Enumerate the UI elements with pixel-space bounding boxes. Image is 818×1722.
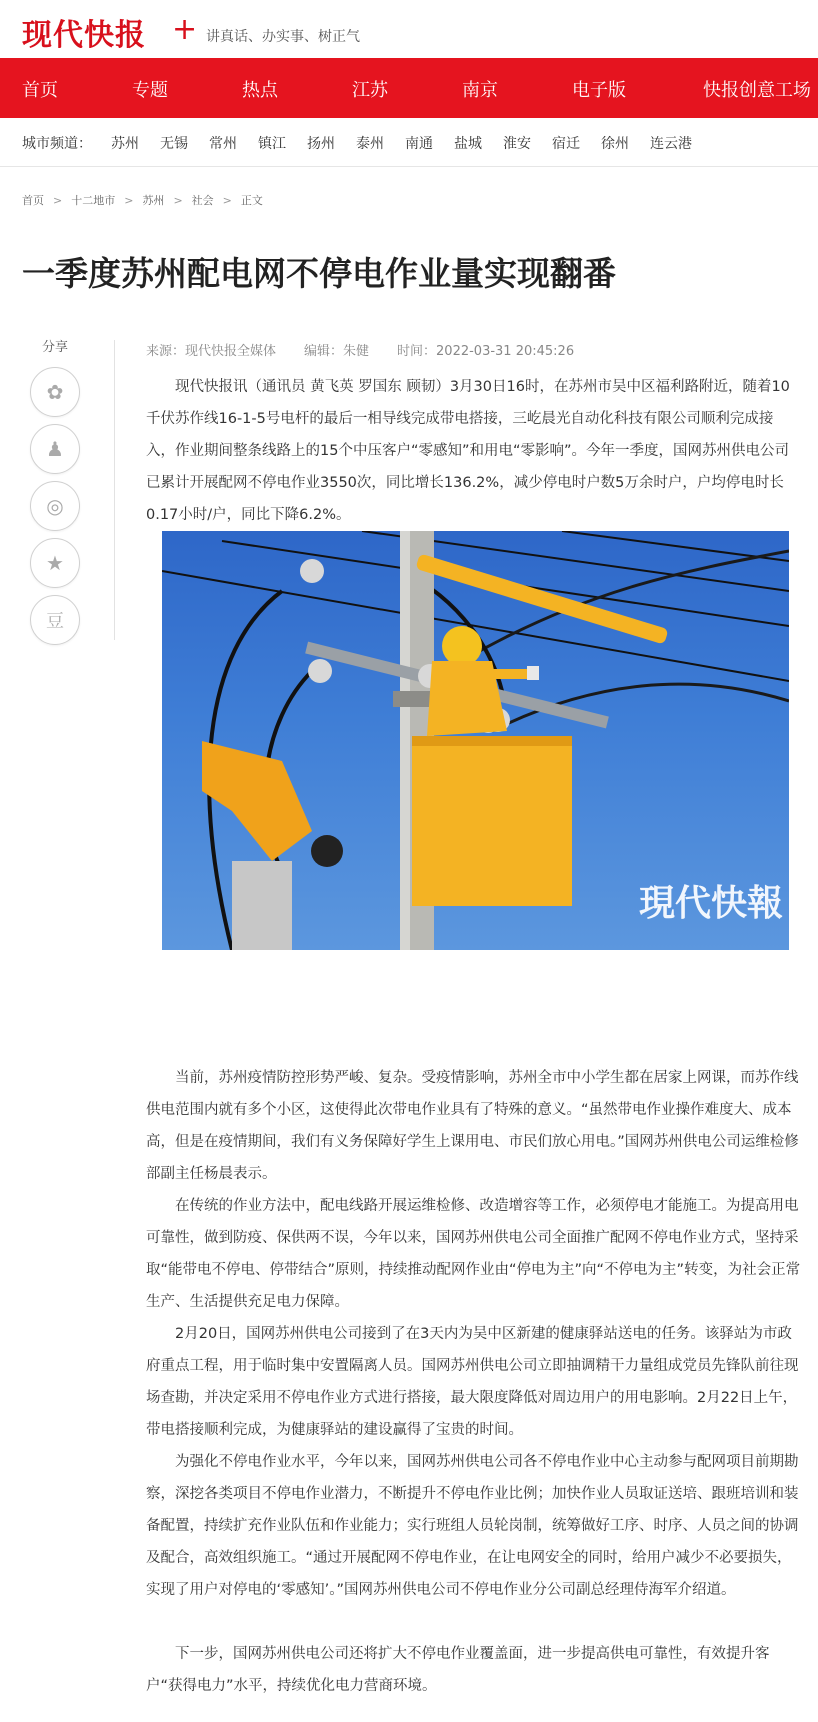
- article-paragraph: 当前，苏州疫情防控形势严峻、复杂。受疫情影响，苏州全市中小学生都在居家上网课，而苏作线供电范围内就有多个小区，这使得此次带电作业具有了特殊的意义。“虽然带电作业操作难度大、成本高，但是在疫情期间，我们有义务保障好学生上课用电、市民们放心用电。”国网苏州供电公司运维检修部副主任杨晨表示。: [146, 1070, 799, 1182]
- weibo-share-button[interactable]: [30, 481, 80, 531]
- article-paragraph: 下一步，国网苏州供电公司还将扩大不停电作业覆盖面，进一步提高供电可靠性，有效提升客户“获得电力”水平，持续优化电力营商环境。: [146, 1646, 770, 1694]
- article-editor: 编辑：朱健: [304, 344, 370, 359]
- qzone-share-button[interactable]: [30, 538, 80, 588]
- site-logo[interactable]: 现代快报: [22, 18, 146, 53]
- article-time: 时间：2022-03-31 20:45:26: [397, 344, 575, 359]
- breadcrumb-home[interactable]: 首页: [22, 194, 44, 207]
- article-paragraph: 为强化不停电作业水平，今年以来，国网苏州供电公司各不停电作业中心主动参与配网项目前期勘察，深挖各类项目不停电作业潜力，不断提升不停电作业比例；加快作业人员取证送培、跟班培训和装备配置，持续扩充作业队伍和作业能力；实行班组人员轮岗制，统筹做好工序、时序、人员之间的协调及配合，高效组织施工。“通过开展配网不停电作业，在让电网安全的同时，给用户减少不必要损失，实现了用户对停电的‘零感知’。”国网苏州供电公司不停电作业分公司副总经理侍海军介绍道。: [146, 1454, 799, 1598]
- city-channels: [22, 133, 713, 153]
- city-link-changzhou[interactable]: 常州: [209, 136, 237, 152]
- city-link-yancheng[interactable]: 盐城: [454, 136, 482, 152]
- douban-icon: 豆: [46, 611, 64, 632]
- site-header: [0, 0, 818, 58]
- city-channels-label: 城市频道：: [22, 136, 92, 152]
- article-paragraph: 2月20日，国网苏州供电公司接到了在3天内为吴中区新建的健康驿站送电的任务。该驿站为市政府重点工程，用于临时集中安置隔离人员。国网苏州供电公司立即抽调精干力量组成党员先锋队前往现场查勘，并决定采用不停电作业方式进行搭接，最大限度降低对周边用户的用电影响。2月22日上午，带电搭接顺利完成，为健康驿站的建设赢得了宝贵的时间。: [146, 1326, 799, 1438]
- nav-item-jiangsu[interactable]: 江苏: [352, 80, 388, 101]
- nav-item-topics[interactable]: 专题: [132, 80, 168, 101]
- site-slogan: 讲真话、办实事、树正气: [206, 29, 360, 45]
- nav-item-nanjing[interactable]: 南京: [462, 80, 498, 101]
- city-link-lianyungang[interactable]: 连云港: [650, 136, 692, 152]
- breadcrumb-chevron-icon: >: [173, 194, 183, 207]
- city-link-yangzhou[interactable]: 扬州: [307, 136, 335, 152]
- article-paragraph: 在传统的作业方法中，配电线路开展运维检修、改造增容等工作，必须停电才能施工。为提高用电可靠性，做到防疫、保供两不误，今年以来，国网苏州供电公司全面推广配网不停电作业方式，坚持采取“能带电不停电、停带结合”原则，持续推动配网作业由“停电为主”向“不停电为主”转变，为社会正常生产、生活提供充足电力保障。: [146, 1198, 801, 1310]
- city-link-xuzhou[interactable]: 徐州: [601, 136, 629, 152]
- breadcrumb-chevron-icon: >: [222, 194, 232, 207]
- article-title: 一季度苏州配电网不停电作业量实现翻番: [22, 254, 616, 293]
- city-link-suzhou[interactable]: 苏州: [111, 136, 139, 152]
- breadcrumb: [22, 192, 263, 208]
- article-photo: [162, 531, 789, 950]
- city-link-huaian[interactable]: 淮安: [503, 136, 531, 152]
- qq-share-button[interactable]: [30, 424, 80, 474]
- douban-share-button[interactable]: [30, 595, 80, 645]
- city-link-suqian[interactable]: 宿迁: [552, 136, 580, 152]
- qq-icon: ♟: [46, 437, 64, 461]
- share-panel: [27, 336, 83, 652]
- article-source: 来源：现代快报全媒体: [146, 344, 277, 359]
- article-meta: [146, 340, 602, 359]
- weibo-icon: ◎: [46, 494, 64, 518]
- city-link-taizhou[interactable]: 泰州: [356, 136, 384, 152]
- breadcrumb-chevron-icon: >: [53, 194, 63, 207]
- city-link-zhenjiang[interactable]: 镇江: [258, 136, 286, 152]
- breadcrumb-chevron-icon: >: [124, 194, 134, 207]
- main-nav: [0, 58, 818, 118]
- nav-item-hot[interactable]: 热点: [242, 80, 278, 101]
- logo-plus-icon: +: [172, 12, 198, 47]
- nav-item-epaper[interactable]: 电子版: [572, 80, 626, 101]
- nav-item-home[interactable]: 首页: [22, 80, 58, 101]
- breadcrumb-current: 正文: [240, 194, 263, 207]
- share-divider: [114, 340, 115, 640]
- share-label: 分享: [41, 340, 68, 355]
- city-divider: [0, 166, 818, 167]
- wechat-icon: ✿: [46, 380, 64, 404]
- article-paragraph: 现代快报讯（通讯员 黄飞英 罗国东 顾韧）3月30日16时，在苏州市吴中区福利路附近，随着10千伏苏作线16-1-5号电杆的最后一相导线完成带电搭接，三屹晨光自动化科技有限公司顺利完成接入，作业期间整条线路上的15个中压客户“零感知”和用电“零影响”。今年一季度，国网苏州供电公司已累计开展配网不停电作业3550次，同比增长136.2%，减少停电时户数5万余时户，户均停电时长0.17小时/户，同比下降6.2%。: [146, 379, 790, 523]
- photo-watermark: 現代快報: [638, 882, 783, 924]
- wechat-share-button[interactable]: [30, 367, 80, 417]
- qzone-icon: ★: [46, 551, 64, 575]
- breadcrumb-cities[interactable]: 十二地市: [71, 194, 116, 207]
- city-link-nantong[interactable]: 南通: [405, 136, 433, 152]
- breadcrumb-suzhou[interactable]: 苏州: [142, 194, 165, 207]
- breadcrumb-society[interactable]: 社会: [191, 194, 214, 207]
- city-link-wuxi[interactable]: 无锡: [160, 136, 188, 152]
- nav-item-creative[interactable]: 快报创意工场: [703, 80, 811, 101]
